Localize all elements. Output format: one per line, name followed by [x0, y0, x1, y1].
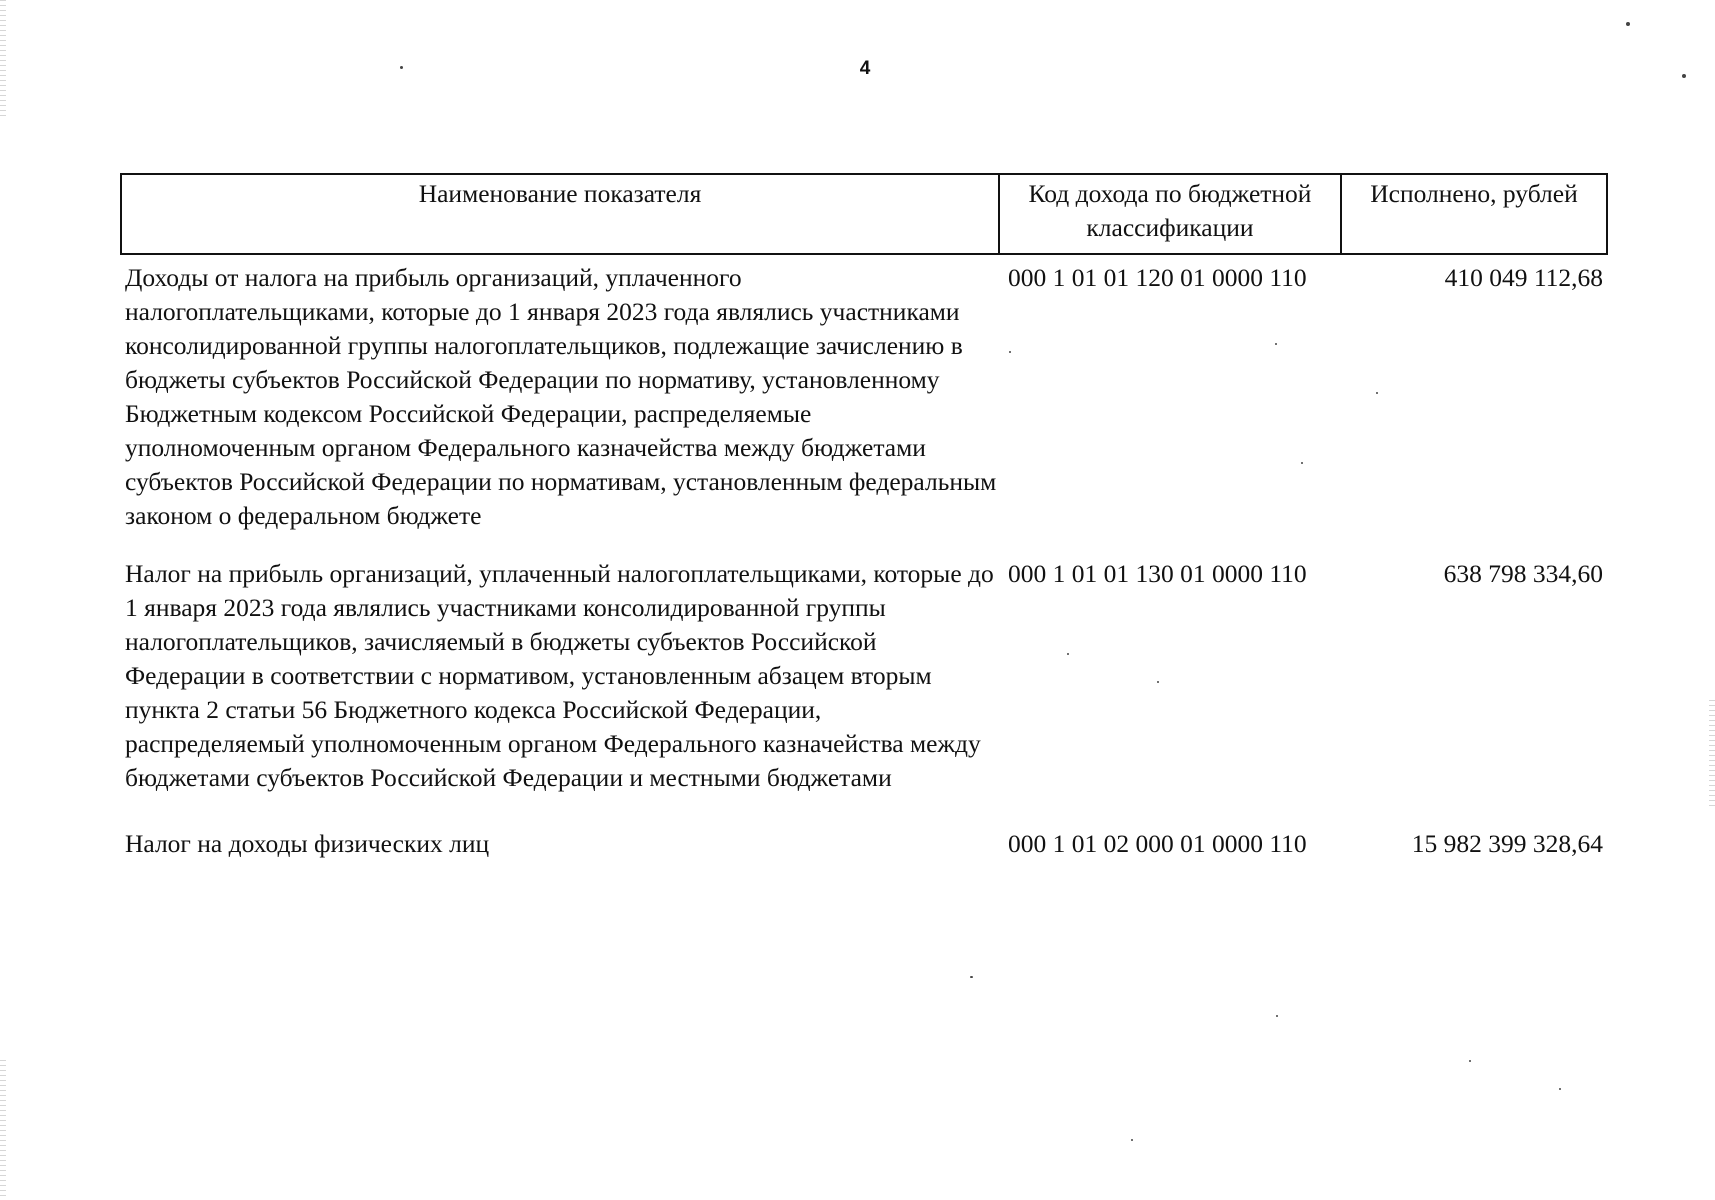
executed-amount-cell: 638 798 334,60	[1443, 559, 1603, 588]
budget-code-cell: 000 1 01 02 000 01 0000 110	[1008, 829, 1307, 858]
table-row	[121, 557, 1607, 819]
page-number: 4	[859, 58, 871, 79]
scan-speck	[1469, 1060, 1471, 1062]
header-budget-code: Код дохода по бюджетной классификации	[999, 174, 1341, 254]
scan-speck	[1276, 1015, 1278, 1017]
revenue-table	[120, 173, 1608, 861]
scan-edge-noise	[0, 1060, 6, 1200]
scan-edge-noise	[1709, 700, 1715, 810]
budget-code-cell: 000 1 01 01 120 01 0000 110	[1008, 263, 1307, 292]
table-row	[121, 254, 1607, 557]
executed-amount-cell: 15 982 399 328,64	[1411, 829, 1603, 858]
scan-speck	[1559, 1088, 1561, 1090]
header-executed-amount: Исполнено, рублей	[1341, 174, 1607, 254]
scan-speck	[970, 976, 973, 978]
indicator-name-cell: Доходы от налога на прибыль организаций, уплаченного налогоплательщиками, которые до 1 января 2023 года являлись участниками консолидированной группы налогоплательщиков, подлежащие зачислению в бюджеты субъектов Российской Федерации по нормативу, установленному Бюджетным кодексом Российской Федерации, распределяемые уполномоченным органом Федерального казначейства между бюджетами субъектов Российской Федерации по нормативам, установленным федеральным законом о федеральном бюджете	[125, 263, 997, 530]
scan-speck	[1131, 1139, 1133, 1141]
scan-speck	[1626, 22, 1630, 26]
table-header-row	[121, 174, 1607, 254]
header-indicator-name: Наименование показателя	[121, 174, 999, 254]
indicator-name-cell: Налог на доходы физических лиц	[125, 829, 490, 858]
indicator-name-cell: Налог на прибыль организаций, уплаченный налогоплательщиками, которые до 1 января 2023 года являлись участниками консолидированной группы налогоплательщиков, зачисляемый в бюджеты субъектов Российской Федерации в соответствии с нормативом, установленным абзацем вторым пункта 2 статьи 56 Бюджетного кодекса Российской Федерации, распределяемый уполномоченным органом Федерального казначейства между бюджетами субъектов Российской Федерации и местными бюджетами	[125, 559, 994, 792]
budget-code-cell: 000 1 01 01 130 01 0000 110	[1008, 559, 1307, 588]
executed-amount-cell: 410 049 112,68	[1444, 263, 1603, 292]
table-row	[121, 819, 1607, 861]
